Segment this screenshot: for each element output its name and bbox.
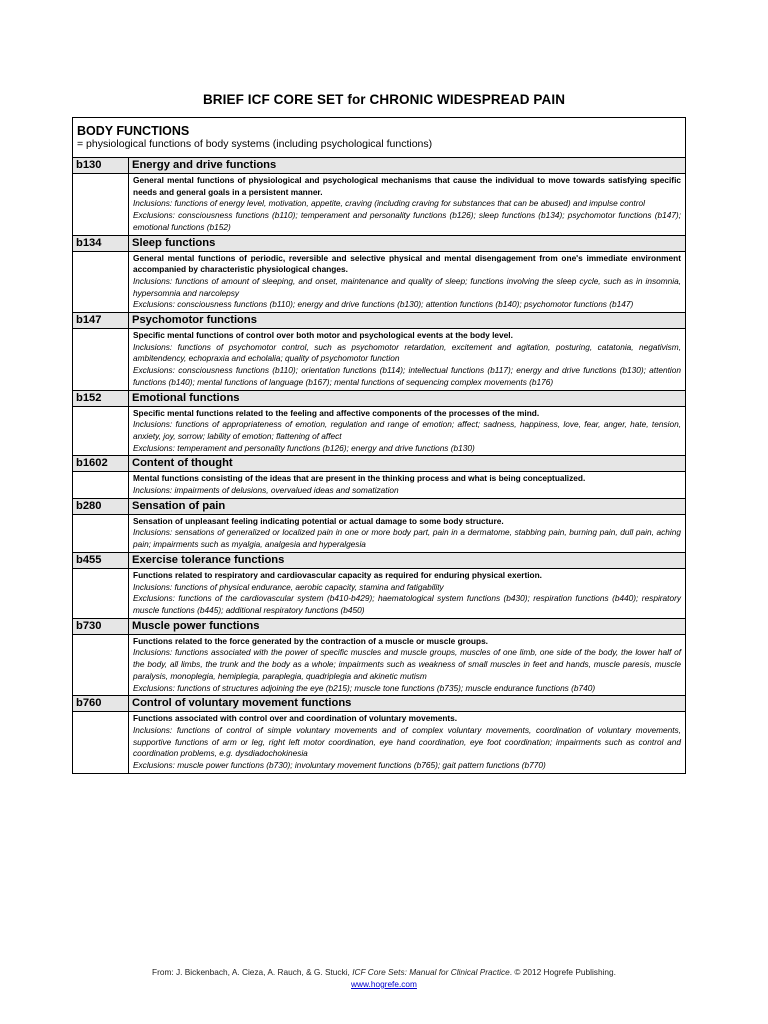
category-description bbox=[129, 472, 686, 498]
category-header-row bbox=[73, 158, 686, 174]
category-header-row bbox=[73, 390, 686, 406]
category-inclusions: Inclusions: impairments of delusions, overvalued ideas and somatization bbox=[133, 485, 399, 496]
footer-link[interactable]: www.hogrefe.com bbox=[351, 979, 417, 989]
category-code: b1602 bbox=[73, 456, 129, 472]
category-description bbox=[129, 514, 686, 552]
category-definition: Mental functions consisting of the ideas that are present in the thinking process and what is being conceptualized. bbox=[133, 473, 586, 484]
category-description-row bbox=[73, 634, 686, 696]
category-exclusions: Exclusions: functions of structures adjoining the eye (b215); muscle tone functions (b735); muscle endurance functions (b740) bbox=[133, 682, 596, 693]
category-definition: Specific mental functions of control over both motor and psychological events at the body level. bbox=[133, 330, 513, 341]
category-code-spacer bbox=[73, 174, 129, 236]
category-header-row bbox=[73, 313, 686, 329]
category-description-row bbox=[73, 472, 686, 498]
category-code-spacer bbox=[73, 514, 129, 552]
category-definition: General mental functions of physiological and psychological mechanisms that cause the individual to move towards satisfying specific needs and general goals in a persistent manner. bbox=[133, 175, 681, 197]
category-definition: Sensation of unpleasant feeling indicating potential or actual damage to some body structure. bbox=[133, 515, 504, 526]
document-title: BRIEF ICF CORE SET for CHRONIC WIDESPREAD PAIN bbox=[202, 92, 566, 107]
category-description bbox=[129, 174, 686, 236]
category-header-row bbox=[73, 618, 686, 634]
category-code: b152 bbox=[73, 390, 129, 406]
section-header bbox=[73, 118, 686, 158]
category-header-row bbox=[73, 696, 686, 712]
category-code: b134 bbox=[73, 235, 129, 251]
category-code-spacer bbox=[73, 329, 129, 391]
category-description bbox=[129, 406, 686, 456]
category-exclusions: Exclusions: consciousness functions (b110); temperament and personality functions (b126); sleep functions (b134); psychomotor functions (b147); emotional functions (b152) bbox=[133, 210, 681, 232]
section-subtitle: = physiological functions of body systems (including psychological functions) bbox=[77, 138, 433, 150]
category-exclusions: Exclusions: consciousness functions (b110); energy and drive functions (b130); attention functions (b140); psychomotor functions (b147) bbox=[133, 299, 634, 310]
category-inclusions: Inclusions: sensations of generalized or localized pain in one or more body part, pain in a dermatome, stabbing pain, burning pain, dull pain, aching pain; impairments such as myalgia, analgesia and hyperalgesia bbox=[133, 527, 681, 550]
category-definition: Specific mental functions related to the feeling and affective components of the processes of the mind. bbox=[133, 407, 540, 418]
core-set-table-body bbox=[73, 118, 686, 774]
section-header-row bbox=[73, 118, 686, 158]
category-name: Sensation of pain bbox=[129, 498, 686, 514]
footer-citation-prefix: From: J. Bickenbach, A. Cieza, A. Rauch, & G. Stucki, bbox=[152, 967, 353, 977]
category-name: Content of thought bbox=[129, 456, 686, 472]
category-description bbox=[129, 568, 686, 618]
category-description-row bbox=[73, 514, 686, 552]
category-header-row bbox=[73, 235, 686, 251]
core-set-table bbox=[72, 117, 686, 774]
category-code-spacer bbox=[73, 634, 129, 696]
category-description bbox=[129, 712, 686, 774]
category-exclusions: Exclusions: muscle power functions (b730); involuntary movement functions (b765); gait pattern functions (b770) bbox=[133, 760, 546, 771]
category-name: Emotional functions bbox=[129, 390, 686, 406]
category-name: Energy and drive functions bbox=[129, 158, 686, 174]
category-name: Control of voluntary movement functions bbox=[129, 696, 686, 712]
category-description-row bbox=[73, 251, 686, 313]
category-description bbox=[129, 251, 686, 313]
category-name: Muscle power functions bbox=[129, 618, 686, 634]
category-name: Exercise tolerance functions bbox=[129, 552, 686, 568]
category-code-spacer bbox=[73, 568, 129, 618]
section-title: BODY FUNCTIONS bbox=[77, 124, 190, 138]
category-code: b455 bbox=[73, 552, 129, 568]
footer bbox=[0, 966, 768, 990]
category-code-spacer bbox=[73, 472, 129, 498]
category-code: b147 bbox=[73, 313, 129, 329]
category-inclusions: Inclusions: functions of energy level, motivation, appetite, craving (including craving for substances that can be abused) and impulse control bbox=[133, 198, 645, 209]
category-name: Psychomotor functions bbox=[129, 313, 686, 329]
category-code-spacer bbox=[73, 251, 129, 313]
category-definition: Functions related to the force generated by the contraction of a muscle or muscle groups. bbox=[133, 635, 488, 646]
category-exclusions: Exclusions: consciousness functions (b110); orientation functions (b114); intellectual functions (b117); energy and drive functions (b130); attention functions (b140); mental functions of language (b167); mental functions of sequencing complex movements (b176) bbox=[133, 365, 681, 387]
category-description-row bbox=[73, 174, 686, 236]
category-code: b760 bbox=[73, 696, 129, 712]
category-description-row bbox=[73, 568, 686, 618]
category-exclusions: Exclusions: temperament and personality functions (b126); energy and drive functions (b130) bbox=[133, 442, 475, 453]
category-exclusions: Exclusions: functions of the cardiovascular system (b410-b429); haematological system functions (b430); respiration functions (b440); respiratory muscle functions (b445); additional respiratory functions (b450) bbox=[133, 593, 681, 615]
category-header-row bbox=[73, 552, 686, 568]
category-inclusions: Inclusions: functions of amount of sleeping, and onset, maintenance and quality of sleep; functions involving the sleep cycle, such as in insomnia, hypersomnia and narcolepsy bbox=[133, 275, 681, 298]
category-description bbox=[129, 634, 686, 696]
category-header-row bbox=[73, 456, 686, 472]
footer-citation-suffix: . © 2012 Hogrefe Publishing. bbox=[509, 967, 616, 977]
category-code: b730 bbox=[73, 618, 129, 634]
footer-citation bbox=[0, 966, 768, 978]
category-definition: General mental functions of periodic, reversible and selective physical and mental disengagement from one's immediate environment accompanied by characteristic physiological changes. bbox=[133, 252, 681, 275]
category-definition: Functions related to respiratory and cardiovascular capacity as required for enduring physical exertion. bbox=[133, 569, 542, 580]
category-code: b280 bbox=[73, 498, 129, 514]
category-code-spacer bbox=[73, 406, 129, 456]
category-code: b130 bbox=[73, 158, 129, 174]
category-description-row bbox=[73, 329, 686, 391]
category-description-row bbox=[73, 406, 686, 456]
category-inclusions: Inclusions: functions associated with the power of specific muscles and muscle groups, muscles of one limb, one side of the body, the lower half of the body, all limbs, the trunk and the body as a whole; impairments such as weakness of small muscles in feet and hands, muscle paresis, muscle paralysis, monoplegia, hemiplegia, paraplegia, quadriplegia and akinetic mutism bbox=[133, 647, 681, 681]
category-description-row bbox=[73, 712, 686, 774]
category-header-row bbox=[73, 498, 686, 514]
category-code-spacer bbox=[73, 712, 129, 774]
category-inclusions: Inclusions: functions of control of simple voluntary movements and of complex voluntary movements, coordination of voluntary movements, supportive functions of arm or leg, right left motor coordination, eye hand coordination, eye foot coordination; impairments such as control and coordination problems, e.g. dysdiadochokinesia bbox=[133, 724, 681, 759]
category-inclusions: Inclusions: functions of appropriateness of emotion, regulation and range of emotion; affect; sadness, happiness, love, fear, anger, hate, tension, anxiety, joy, sorrow; lability of emotion; flattening of affect bbox=[133, 419, 681, 441]
category-inclusions: Inclusions: functions of physical endurance, aerobic capacity, stamina and fatigability bbox=[133, 581, 444, 592]
category-description bbox=[129, 329, 686, 391]
category-name: Sleep functions bbox=[129, 235, 686, 251]
category-definition: Functions associated with control over and coordination of voluntary movements. bbox=[133, 713, 458, 724]
category-inclusions: Inclusions: functions of psychomotor control, such as psychomotor retardation, excitement and agitation, posturing, catatonia, negativism, ambitendency, echopraxia and echolalia; quality of psychomotor function bbox=[133, 341, 681, 364]
footer-book-title: ICF Core Sets: Manual for Clinical Practice bbox=[352, 967, 510, 977]
